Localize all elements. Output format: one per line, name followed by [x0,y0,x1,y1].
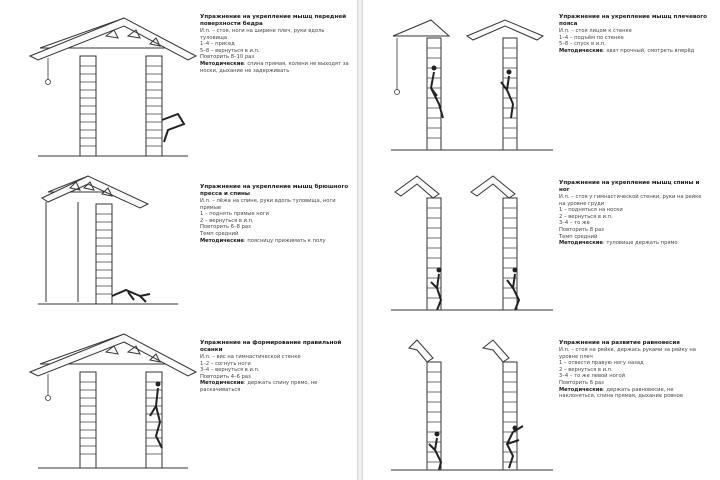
exercise-line: 3–4 – то же [559,220,590,227]
exercise-title: Упражнение на укрепление мышц спины и ног [559,180,700,193]
exercise-line: Повторить 8–10 раз [200,54,255,61]
exercise-title: Упражнение на формирование правильной осанки [200,340,342,353]
exercise-line: И.п. – стоя лицом к стенке [559,28,632,34]
note-text: хват прочный, смотреть вперёд [606,47,695,54]
exercise-text-4 [559,14,709,54]
left-page [0,0,357,480]
exercise-line: 2 – вернуться в и.п. [200,217,254,224]
exercise-line: И.п. – стоя на рейке, держась руками за рейку на уровне плеч [559,347,696,360]
exercise-title: Упражнение на укрепление мышц передней поверхности бедра [200,14,347,27]
figure-wall-bars-4 [387,8,557,158]
note-label: Методические [200,380,244,387]
figure-wall-bars-5 [387,168,557,318]
exercise-line: Повторить 6–8 раз [200,224,251,231]
exercise-line: И.п. – лёжа на спине, руки вдоль туловища, ноги прямые [200,198,336,211]
note-text: туловище держать прямо [606,240,678,247]
note-label: Методические [200,237,244,244]
note-text: держать спину прямо, не раскачиваться [200,380,318,393]
note-label: Методические [559,47,603,54]
figure-wall-bars-3 [18,326,198,476]
note-label: Методические [559,240,603,247]
exercise-line: 1 – подняться на носки [559,207,623,214]
exercise-line: 1–4 – подъём по стенке [559,34,624,41]
exercise-line: Повторить 8 раз [559,226,604,233]
exercise-line: 3–4 – вернуться в и.п. [200,367,260,374]
exercise-note: Методические: хват прочный, смотреть вперёд [559,47,695,54]
exercise-note: Методические: держать равновесие, не наклоняться, спина прямая, дыхание ровное [559,386,684,400]
exercise-text-2 [200,184,350,244]
exercise-line: 1 – отвести правую ногу назад [559,360,644,367]
exercise-text-5 [559,180,709,247]
figure-wall-bars-2 [18,170,198,320]
exercise-text-1 [200,14,350,74]
exercise-note: Методические: держать спину прямо, не раскачиваться [200,380,318,393]
exercise-line: 2 – вернуться в и.п. [559,366,613,373]
right-page [363,0,720,480]
note-text: держать равновесие, не наклоняться, спина прямая, дыхание ровное [559,386,684,400]
exercise-line: 3–4 – то же левой ногой [559,373,626,380]
exercise-line: 5–8 – вернуться в и.п. [200,47,260,54]
exercise-line: Повторить 4–6 раз [200,373,251,380]
figure-wall-bars-1 [18,10,198,165]
exercise-text-6 [559,340,709,400]
exercise-text-3 [200,340,350,394]
note-label: Методические [200,60,244,67]
note-text: поясницу прижимать к полу [247,237,326,244]
exercise-title: Упражнение на укрепление мышц брюшного пресса и спины [200,184,349,197]
exercise-note: Методические: туловище держать прямо [559,240,678,247]
exercise-line: Темп средний [559,233,598,240]
exercise-note: Методические: поясницу прижимать к полу [200,237,326,244]
figure-wall-bars-6 [387,328,557,478]
exercise-title: Упражнение на укрепление мышц плечевого пояса [559,14,708,27]
exercise-line: 1–4 – присед [200,41,235,48]
exercise-note: Методические: спина прямая, колени не выходят за носки, дыхание не задерживать [200,60,349,74]
exercise-line: И.п. – стоя у гимнастической стенки, руки на рейке на уровне груди [559,194,702,207]
exercise-title: Упражнение на развитие равновесия [559,340,680,346]
exercise-line: И.п. – вис на гимнастической стенке [200,354,301,360]
exercise-line: 2 – вернуться в и.п. [559,213,613,220]
exercise-line: 1–2 – согнуть ноги [200,360,251,367]
exercise-line: Повторить 6 раз [559,379,604,386]
note-text: спина прямая, колени не выходят за носки, дыхание не задерживать [200,60,349,74]
note-label: Методические [559,386,603,393]
exercise-line: 1 – поднять прямые ноги [200,211,269,218]
exercise-line: И.п. – стоя, ноги на ширине плеч, руки вдоль туловища [200,28,325,41]
exercise-line: Темп средний [200,230,239,237]
exercise-line: 5–8 – спуск в и.п. [559,41,606,48]
